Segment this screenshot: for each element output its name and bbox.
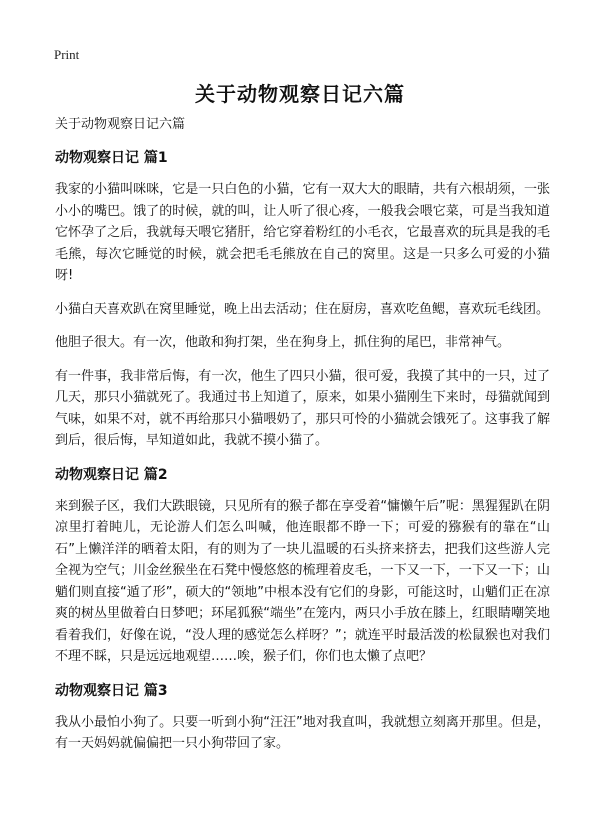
section-heading: 动物观察日记 篇1: [55, 150, 168, 166]
section-heading: 动物观察日记 篇2: [55, 466, 168, 483]
paragraph: 我从小最怕小狗了。只要一听到小狗“汪汪”地对我直叫，我就想立刻离开那里。但是，有一天妈妈就偏偏把一只小狗带回了家。: [55, 714, 550, 751]
section-heading: 动物观察日记 篇3: [55, 682, 168, 699]
page-title: 关于动物观察日记六篇: [195, 82, 405, 106]
print-link[interactable]: Print: [54, 47, 80, 62]
paragraph: 来到猴子区，我们大跌眼镜，只见所有的猴子都在享受着“慵懒午后”呢：黑猩猩趴在阴凉里打着盹儿，无论游人们怎么叫喊，他连眼都不睁一下；可爱的猕猴有的靠在“山石”上懒洋洋的晒着太阳，有的则为了一块儿温暖的石头挤来挤去，把我们这些游人完全视为空气；川金丝猴坐在石凳中慢悠悠的梳理着皮毛，一下又一下，一下又一下；山魈们则直接“遁了形”，硕大的“领地”中根本没有它们的身影，可能这时，山魈们正在凉爽的树丛里做着白日梦吧；环尾狐猴“端坐”在笼内，两只小手放在膝上，红眼睛嘲笑地看着我们，好像在说，“没人理的感觉怎么样呀？”；就连平时最活泼的松鼠猴也对我们不理不睬，只是远远地观望……唉，猴子们，你们也太懒了点吧？: [55, 498, 550, 664]
paragraph: 有一件事，我非常后悔，有一次，他生了四只小猫，很可爱，我摸了其中的一只，过了几天，那只小猫就死了。我通过书上知道了，原来，如果小猫刚生下来时，母猫就闻到气味，如果不对，就不再给那只小猫喂奶了，那只可怜的小猫就会饿死了。这事我了解到后，很后悔，早知道如此，我就不摸小猫了。: [55, 368, 550, 448]
paragraph: 小猫白天喜欢趴在窝里睡觉，晚上出去活动；住在厨房，喜欢吃鱼鳃，喜欢玩毛线团。: [55, 301, 550, 317]
article-subtitle: 关于动物观察日记六篇: [55, 117, 186, 132]
section-3: [55, 680, 550, 755]
article-body: [55, 115, 550, 767]
section-2: [55, 464, 550, 668]
paragraph: 我家的小猫叫咪咪，它是一只白色的小猫，它有一双大大的眼睛，共有六根胡须，一张小小的嘴巴。饿了的时候，就的叫，让人听了很心疼，一般我会喂它菜，可是当我知道它怀孕了之后，我就每天喂它猪肝，给它穿着粉红的小毛衣，它最喜欢的玩具是我的毛毛熊，每次它睡觉的时候，就会把毛毛熊放在自己的窝里。这是一只多么可爱的小猫呀!: [55, 182, 550, 283]
paragraph: 他胆子很大。有一次，他敢和狗打架，坐在狗身上，抓住狗的尾巴，非常神气。: [55, 335, 511, 350]
section-1: [55, 147, 550, 452]
